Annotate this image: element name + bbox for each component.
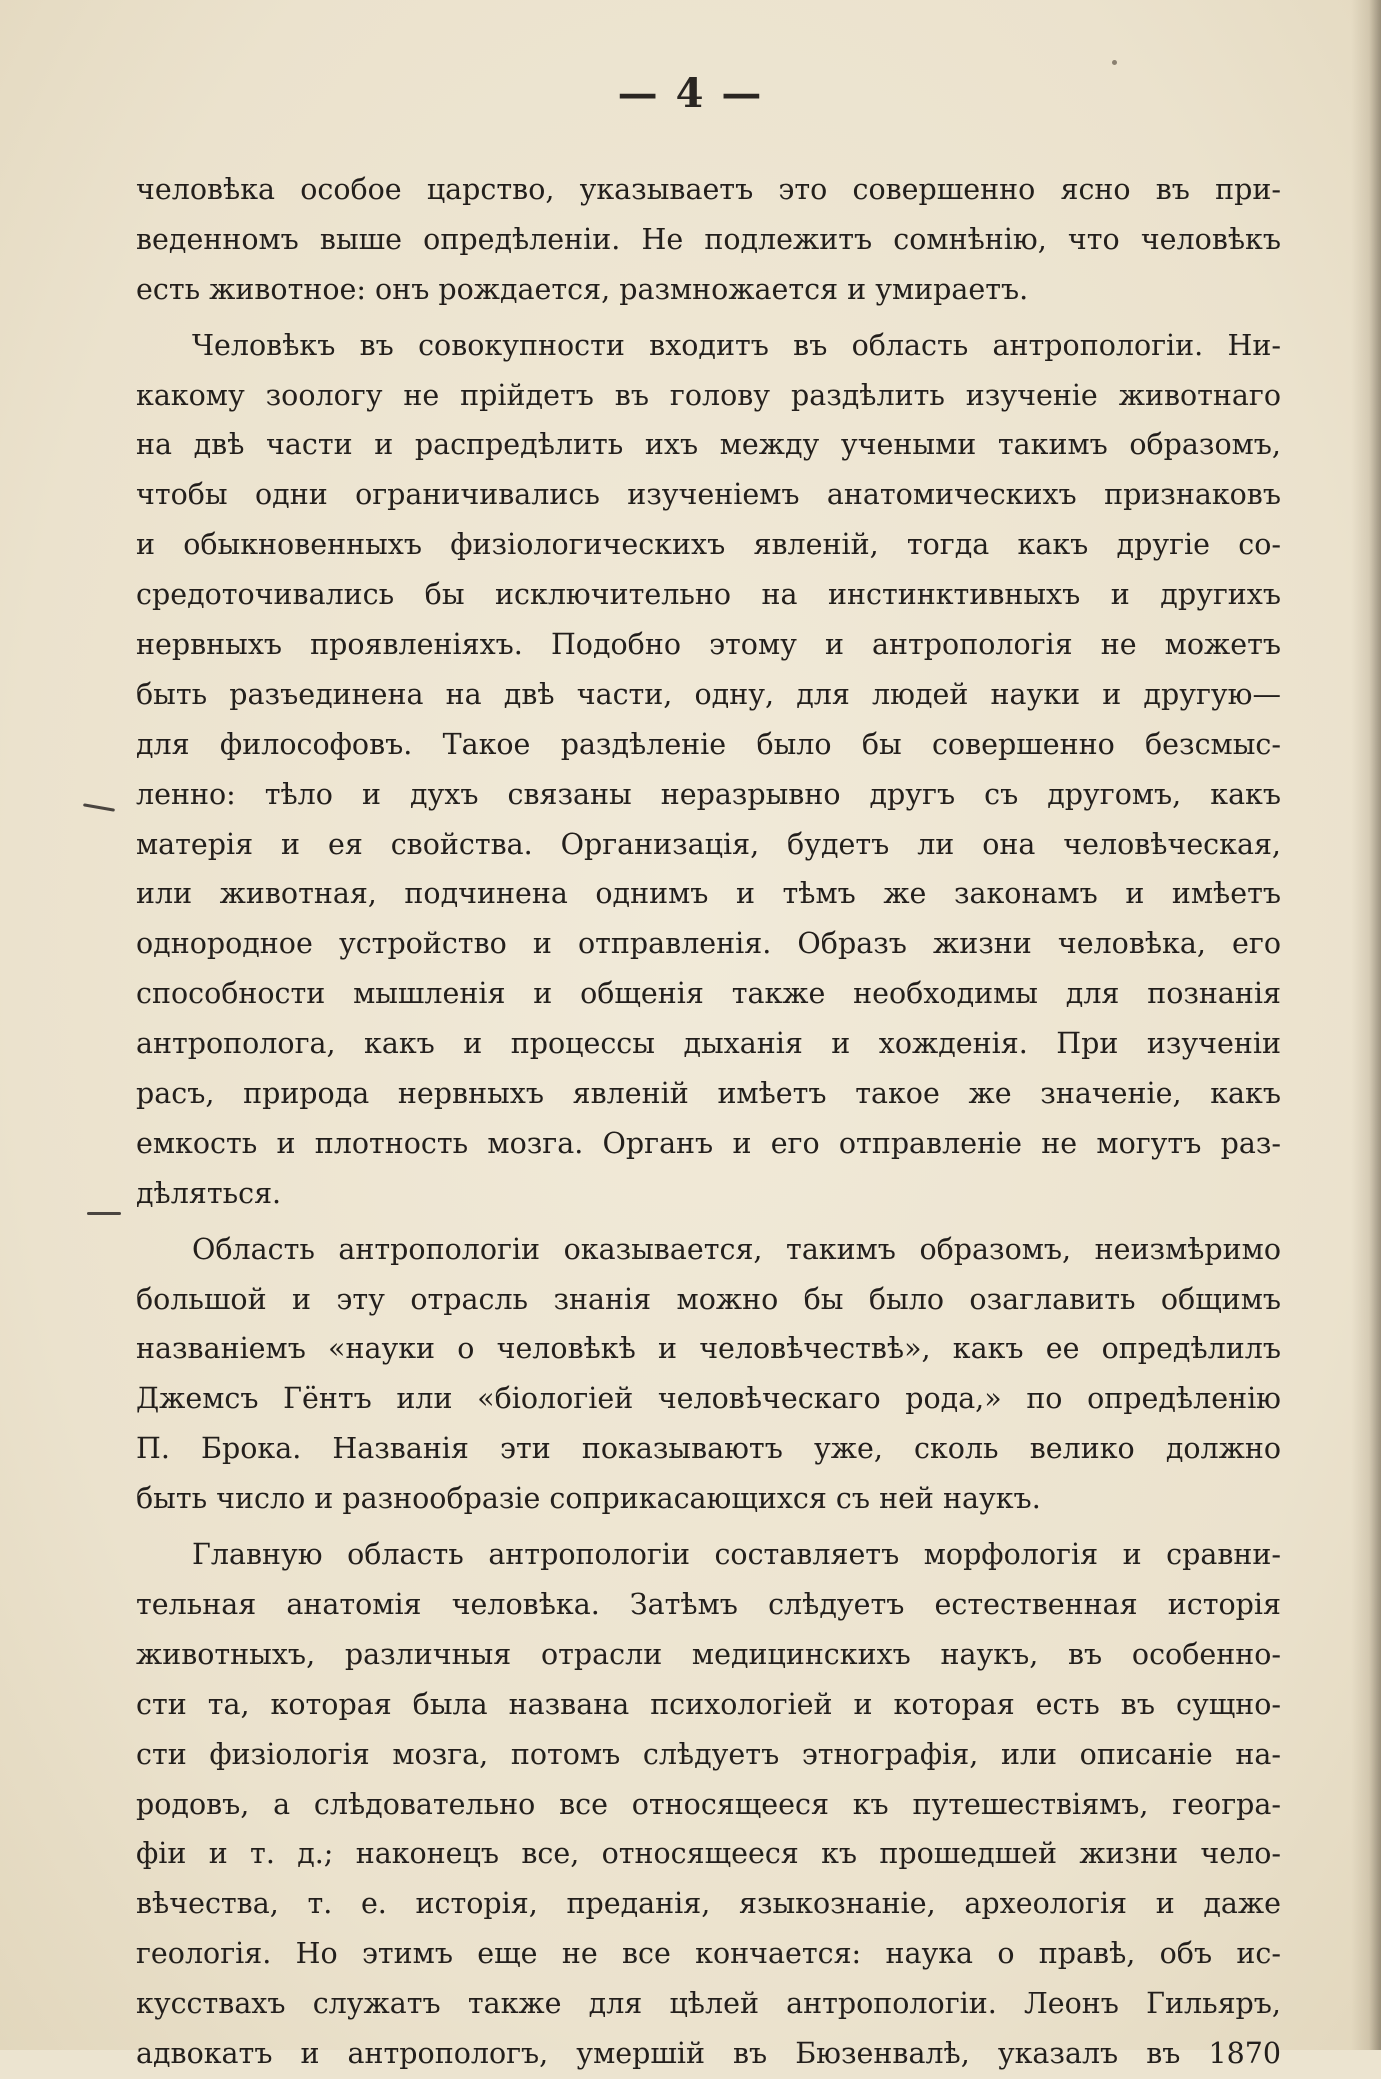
- text-line: адвокатъ и антропологъ, умершій въ Бюзенвалѣ, указалъ въ 1870: [136, 2036, 1281, 2070]
- text-line: средоточивались бы исключительно на инстинктивныхъ и другихъ: [136, 578, 1281, 612]
- text-line: какому зоологу не прійдетъ въ голову раздѣлить изученіе животнаго: [136, 378, 1281, 412]
- page-edge-shadow: [1351, 0, 1381, 2050]
- text-line: сти та, которая была названа психологіей и которая есть въ сущно-: [136, 1687, 1281, 1721]
- text-line: родовъ, а слѣдовательно все относящееся къ путешествіямъ, геогра-: [136, 1787, 1281, 1821]
- text-line: тельная анатомія человѣка. Затѣмъ слѣдуетъ естественная исторія: [136, 1587, 1281, 1621]
- paragraph: [136, 1530, 1281, 2079]
- text-line: Главную область антропологіи составляетъ морфологія и сравни-: [192, 1538, 1281, 1572]
- text-line: чтобы одни ограничивались изученіемъ анатомическихъ признаковъ: [136, 478, 1281, 512]
- text-line: на двѣ части и распредѣлить ихъ между учеными такимъ образомъ,: [136, 428, 1281, 462]
- page-number: — 4 —: [617, 70, 764, 117]
- text-line: геологія. Но этимъ еще не все кончается: наука о правѣ, объ ис-: [136, 1937, 1281, 1971]
- paragraph: [136, 165, 1281, 315]
- text-line: матерія и ея свойства. Организація, будетъ ли она человѣческая,: [136, 827, 1281, 861]
- text-line: большой и эту отрасль знанія можно бы было озаглавить общимъ: [136, 1282, 1281, 1316]
- text-line: и обыкновенныхъ физіологическихъ явленій, тогда какъ другіе со-: [136, 528, 1281, 562]
- text-line: быть число и разнообразіе соприкасающихся съ ней наукъ.: [136, 1482, 1041, 1516]
- text-line: животныхъ, различныя отрасли медицинскихъ наукъ, въ особенно-: [136, 1637, 1281, 1671]
- paragraph: [136, 321, 1281, 1219]
- text-line: емкость и плотность мозга. Органъ и его отправленіе не могутъ раз-: [136, 1126, 1281, 1160]
- text-line: расъ, природа нервныхъ явленій имѣетъ такое же значеніе, какъ: [136, 1077, 1281, 1111]
- text-line: способности мышленія и общенія также необходимы для познанія: [136, 977, 1281, 1011]
- text-line: Область антропологіи оказывается, такимъ образомъ, неизмѣримо: [192, 1232, 1281, 1266]
- paragraph: [136, 1225, 1281, 1524]
- margin-pencil-mark: [83, 803, 115, 812]
- text-line: для философовъ. Такое раздѣленіе было бы совершенно безсмыс-: [136, 727, 1281, 761]
- text-line: названіемъ «науки о человѣкѣ и человѣчествѣ», какъ ее опредѣлилъ: [136, 1332, 1281, 1366]
- text-line: вѣчества, т. е. исторія, преданія, языкознаніе, археологія и даже: [136, 1887, 1281, 1921]
- text-line: кусствахъ служатъ также для цѣлей антропологіи. Леонъ Гильяръ,: [136, 1987, 1281, 2021]
- text-line: есть животное: онъ рождается, размножается и умираетъ.: [136, 272, 1029, 306]
- text-line: сти физіологія мозга, потомъ слѣдуетъ этнографія, или описаніе на-: [136, 1737, 1281, 1771]
- text-line: Человѣкъ въ совокупности входитъ въ область антропологіи. Ни-: [192, 328, 1281, 362]
- text-line: антрополога, какъ и процессы дыханія и хожденія. При изученіи: [136, 1027, 1281, 1061]
- text-line: ленно: тѣло и духъ связаны неразрывно другъ съ другомъ, какъ: [136, 777, 1281, 811]
- text-line: однородное устройство и отправленія. Образъ жизни человѣка, его: [136, 927, 1281, 961]
- paper-speck: [1112, 60, 1117, 65]
- text-line: дѣляться.: [136, 1176, 282, 1210]
- body-text: [136, 165, 1281, 2079]
- text-line: или животная, подчинена однимъ и тѣмъ же законамъ и имѣетъ: [136, 877, 1281, 911]
- text-line: нервныхъ проявленіяхъ. Подобно этому и антропологія не можетъ: [136, 628, 1281, 662]
- text-line: фіи и т. д.; наконецъ все, относящееся къ прошедшей жизни чело-: [136, 1837, 1281, 1871]
- text-line: Джемсъ Гёнтъ или «біологіей человѣческаго рода,» по опредѣленію: [136, 1382, 1281, 1416]
- text-line: П. Брока. Названія эти показываютъ уже, сколь велико должно: [136, 1432, 1281, 1466]
- text-line: человѣка особое царство, указываетъ это совершенно ясно въ при-: [136, 173, 1281, 206]
- margin-pencil-mark: [87, 1212, 121, 1215]
- text-line: веденномъ выше опредѣленіи. Не подлежитъ сомнѣнію, что человѣкъ: [136, 222, 1281, 256]
- text-line: быть разъединена на двѣ части, одну, для людей науки и другую—: [136, 677, 1281, 711]
